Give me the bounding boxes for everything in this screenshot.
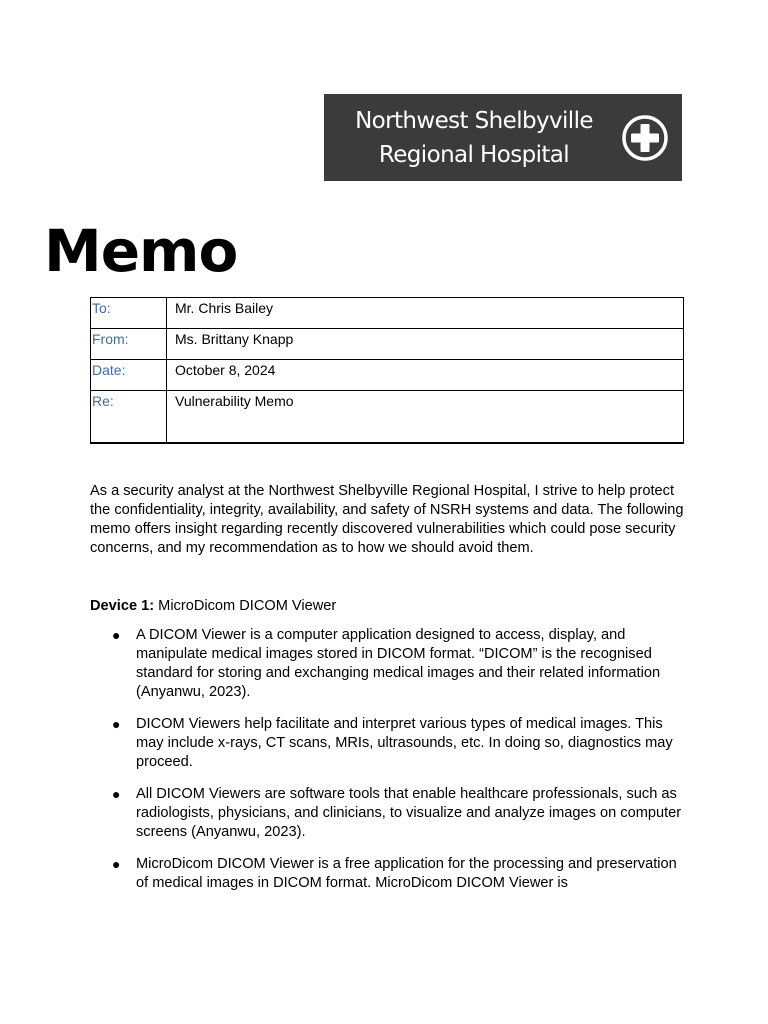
device-heading	[90, 597, 336, 616]
list-item-text: All DICOM Viewers are software tools that enable healthcare professionals, such as radiologists, physicians, and clinicians, to visualize and analyze images on computer screens (Anyanwu, 2023).	[136, 786, 682, 840]
bullet-icon: ●	[112, 716, 121, 732]
list-item-text: A DICOM Viewer is a computer application designed to access, display, and manipulate medical images stored in DICOM format. “DICOM” is the recognised standard for storing and exchanging medical images and their related information (Anyanwu, 2023).	[136, 627, 661, 700]
device-label: Device 1:	[90, 598, 155, 614]
bullet-icon: ●	[112, 856, 121, 872]
header-value: October 8, 2024	[167, 360, 684, 391]
header-value: Vulnerability Memo	[167, 391, 684, 443]
header-value: Ms. Brittany Knapp	[167, 329, 684, 360]
list-item	[90, 715, 686, 772]
logo-text	[336, 104, 612, 172]
bullet-icon: ●	[112, 786, 121, 802]
logo-line-2: Regional Hospital	[378, 142, 570, 168]
header-row-re	[91, 391, 684, 443]
device-bullet-list	[90, 626, 686, 906]
header-label: Re:	[91, 391, 167, 443]
memo-title: Memo	[44, 217, 238, 285]
header-label: Date:	[91, 360, 167, 391]
header-row-to	[91, 298, 684, 329]
list-item-text: MicroDicom DICOM Viewer is a free application for the processing and preservation of medical images in DICOM format. MicroDicom DICOM Viewer is	[136, 856, 677, 891]
list-item	[90, 855, 686, 893]
header-row-from	[91, 329, 684, 360]
intro-paragraph: As a security analyst at the Northwest Shelbyville Regional Hospital, I strive to help protect the confidentiality, integrity, availability, and safety of NSRH systems and data. The following memo offers insight regarding recently discovered vulnerabilities which could pose security concerns, and my recommendation as to how we should avoid them.	[90, 483, 684, 556]
header-value: Mr. Chris Bailey	[167, 298, 684, 329]
list-item	[90, 785, 686, 842]
device-name: MicroDicom DICOM Viewer	[158, 598, 337, 614]
hospital-logo	[324, 94, 682, 181]
header-row-date	[91, 360, 684, 391]
memo-header-table	[90, 297, 684, 444]
medical-cross-icon	[620, 113, 670, 163]
logo-line-1: Northwest Shelbyville	[355, 108, 593, 134]
header-label: To:	[91, 298, 167, 329]
bullet-icon: ●	[112, 627, 121, 643]
list-item	[90, 626, 686, 702]
header-label: From:	[91, 329, 167, 360]
list-item-text: DICOM Viewers help facilitate and interpret various types of medical images. This may include x-rays, CT scans, MRIs, ultrasounds, etc. In doing so, diagnostics may proceed.	[136, 716, 673, 770]
